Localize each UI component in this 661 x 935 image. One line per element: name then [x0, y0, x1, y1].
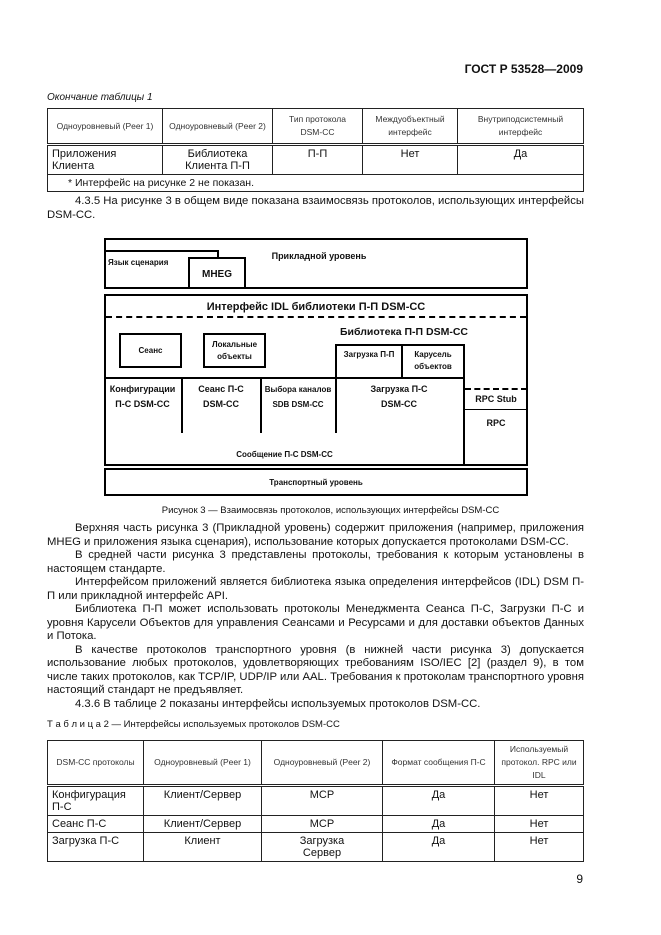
document-id: ГОСТ Р 53528—2009: [464, 62, 583, 76]
local-objects-box: [203, 333, 266, 368]
cell: Загрузка Сервер: [262, 833, 383, 862]
cell: Нет: [495, 833, 584, 862]
cell: Да: [458, 145, 584, 175]
table1-caption: Окончание таблицы 1: [47, 92, 153, 103]
cell: Клиент/Сервер: [144, 786, 262, 816]
figure-3-diagram: [104, 238, 528, 496]
download-pp-label: Загрузка П-П: [343, 350, 395, 359]
cell: MCP: [262, 786, 383, 816]
table-1: [47, 108, 584, 192]
paragraph: Интерфейсом приложений является библиотека языка определения интерфейсов (IDL) DSM П-П или прикладной интерфейс API.: [47, 576, 584, 602]
cell: Сеанс П-С: [48, 816, 144, 833]
cell: Да: [383, 833, 495, 862]
table-row: [48, 145, 584, 175]
rpc-label: RPC: [486, 418, 506, 428]
cell: Нет: [495, 786, 584, 816]
bottom-flow: [47, 522, 584, 862]
cell: MCP: [262, 816, 383, 833]
col-header: Одноуровневый (Peer 2): [262, 741, 383, 786]
transport-label: Транспортный уровень: [269, 478, 363, 487]
mheg-box: [188, 257, 246, 289]
cell: Нет: [363, 145, 458, 175]
paragraph-4-3-5: 4.3.5 На рисунке 3 в общем виде показана взаимосвязь протоколов, использующих интерфейсы DSM-CC.: [47, 195, 584, 221]
table-row: [48, 833, 584, 862]
table-footnote: * Интерфейс на рисунке 2 не показан.: [48, 175, 584, 192]
col-header: DSM-CC протоколы: [48, 741, 144, 786]
session-box: [119, 333, 182, 368]
idl-label: Интерфейс IDL библиотеки П-П DSM-CC: [206, 301, 426, 313]
cell: Клиент/Сервер: [144, 816, 262, 833]
col-header: Междуобъектный интерфейс: [363, 109, 458, 145]
cell: Да: [383, 786, 495, 816]
sdb-label: Выбора каналов SDB DSM-CC: [264, 385, 332, 409]
col-header: Внутриподсистемный интерфейс: [458, 109, 584, 145]
col-header: Тип протокола DSM-CC: [273, 109, 363, 145]
table2-caption: Т а б л и ц а 2 — Интерфейсы используемых протоколов DSM-CC: [47, 719, 340, 730]
script-language-label: Язык сценария: [108, 258, 169, 267]
paragraph: В качестве протоколов транспортного уровня (в нижней части рисунка 3) допускается использование любых протоколов, удовлетворяющих требованиям ISO/IEC [2] (раздел 9), в том числе таких протоколов, как TCP/IP, UDP/IP или AAL. Требования к протоколам транспортного уровня настоящий стандарт не предъявляет.: [47, 643, 584, 696]
cell: Нет: [495, 816, 584, 833]
session-uu-label: Сеанс П-С DSM-CC: [198, 384, 244, 409]
table-2: [47, 740, 584, 862]
paragraph: Библиотека П-П может использовать протоколы Менеджмента Сеанса П-С, Загрузки П-С и уровня Карусели Объектов для управления Сеансами и Ресурсами и для доставки объектов Данных и Потока.: [47, 603, 584, 642]
col-header: Формат сообщения П-С: [383, 741, 495, 786]
cell: Да: [383, 816, 495, 833]
top-flow: [47, 92, 584, 222]
cell: Клиент: [144, 833, 262, 862]
cell: Библиотека Клиента П-П: [163, 145, 273, 175]
session-label: Сеанс: [138, 346, 163, 355]
library-label: Библиотека П-П DSM-CC: [340, 326, 468, 338]
col-header: Одноуровневый (Peer 1): [48, 109, 163, 145]
cell: Приложения Клиента: [48, 145, 163, 175]
rpc-stub-label: RPC Stub: [475, 394, 517, 404]
cell: Загрузка П-С: [48, 833, 144, 862]
cell: Конфигурация П-С: [48, 786, 144, 816]
paragraph: 4.3.6 В таблице 2 показаны интерфейсы используемых протоколов DSM-CC.: [75, 697, 481, 710]
col-header: Используемый протокол. RPC или IDL: [495, 741, 584, 786]
paragraph: В средней части рисунка 3 представлены протоколы, требования к которым установлены в настоящем стандарте.: [47, 549, 584, 575]
page-number: 9: [576, 872, 583, 886]
col-header: Одноуровневый (Peer 2): [163, 109, 273, 145]
table-row: [48, 786, 584, 816]
mheg-label: MHEG: [202, 269, 232, 280]
transport-box: [104, 468, 528, 496]
local-objects-label: Локальные объекты: [211, 340, 258, 361]
cell: П-П: [273, 145, 363, 175]
messages-label: Сообщение П-С DSM-CC: [236, 450, 333, 459]
app-level-label: Прикладной уровень: [271, 251, 367, 261]
download-uu-label: Загрузка П-С DSM-CC: [370, 384, 428, 409]
figure-caption: Рисунок 3 — Взаимосвязь протоколов, использующих интерфейсы DSM-CC: [161, 505, 500, 516]
table-row: [48, 816, 584, 833]
paragraph: Верхняя часть рисунка 3 (Прикладной уровень) содержит приложения (например, приложения MHEG и приложения языка сценария), использование которых допускается протоколами DSM-CC.: [47, 522, 584, 548]
config-label: Конфигурации П-С DSM-CC: [109, 384, 176, 409]
carousel-label: Карусель объектов: [414, 350, 452, 371]
col-header: Одноуровневый (Peer 1): [144, 741, 262, 786]
